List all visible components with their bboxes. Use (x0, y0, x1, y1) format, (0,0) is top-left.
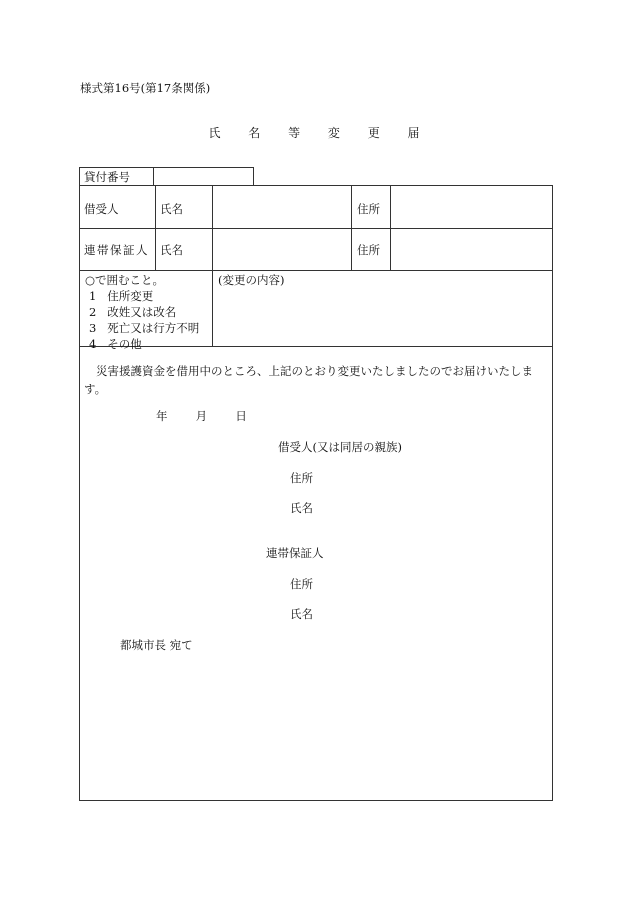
guarantor-address-field[interactable] (392, 230, 551, 269)
reason-item[interactable]: 3 死亡又は行方不明 (89, 321, 200, 335)
guarantor-name-label: 氏名 (160, 243, 183, 257)
borrower-name-field[interactable] (214, 187, 350, 227)
borrower-label: 借受人 (84, 202, 119, 216)
guarantor-label: 連帯保証人 (84, 243, 149, 257)
date-line (156, 408, 247, 424)
change-details-label: (変更の内容) (218, 273, 285, 287)
loan-number-label: 貸付番号 (84, 170, 130, 184)
guarantor-address-label: 住所 (357, 243, 380, 257)
reason-item[interactable]: 2 改姓又は改名 (89, 305, 177, 319)
date-year: 年 (156, 409, 168, 423)
guarantor-signature-address: 住所 (290, 577, 313, 591)
date-month: 月 (195, 409, 208, 423)
borrower-address-label: 住所 (357, 202, 380, 216)
form-number: 様式第16号(第17条関係) (80, 81, 211, 95)
borrower-name-label: 氏名 (160, 202, 183, 216)
reason-item[interactable]: 1 住所変更 (89, 289, 154, 303)
borrower-signature-address: 住所 (290, 471, 313, 485)
date-day: 日 (235, 409, 247, 423)
document-title: 氏 名 等 変 更 届 (208, 126, 432, 140)
change-reason-list (85, 272, 199, 352)
addressee: 都城市長 宛て (120, 638, 193, 652)
reason-instruction: ○で囲むこと。 (85, 273, 165, 287)
guarantor-signature-heading: 連帯保証人 (266, 546, 324, 560)
change-details-field[interactable] (214, 288, 551, 344)
guarantor-signature-name: 氏名 (290, 607, 313, 621)
reason-item[interactable]: 4 その他 (89, 337, 142, 351)
borrower-signature-heading: 借受人(又は同居の親族) (278, 440, 402, 454)
statement-text: 災害援護資金を借用中のところ、上記のとおり変更いたしましたのでお届けいたします。 (84, 364, 533, 396)
guarantor-name-field[interactable] (214, 230, 350, 269)
borrower-signature-name: 氏名 (290, 501, 313, 515)
borrower-address-field[interactable] (392, 187, 551, 227)
loan-number-field[interactable] (155, 168, 252, 184)
